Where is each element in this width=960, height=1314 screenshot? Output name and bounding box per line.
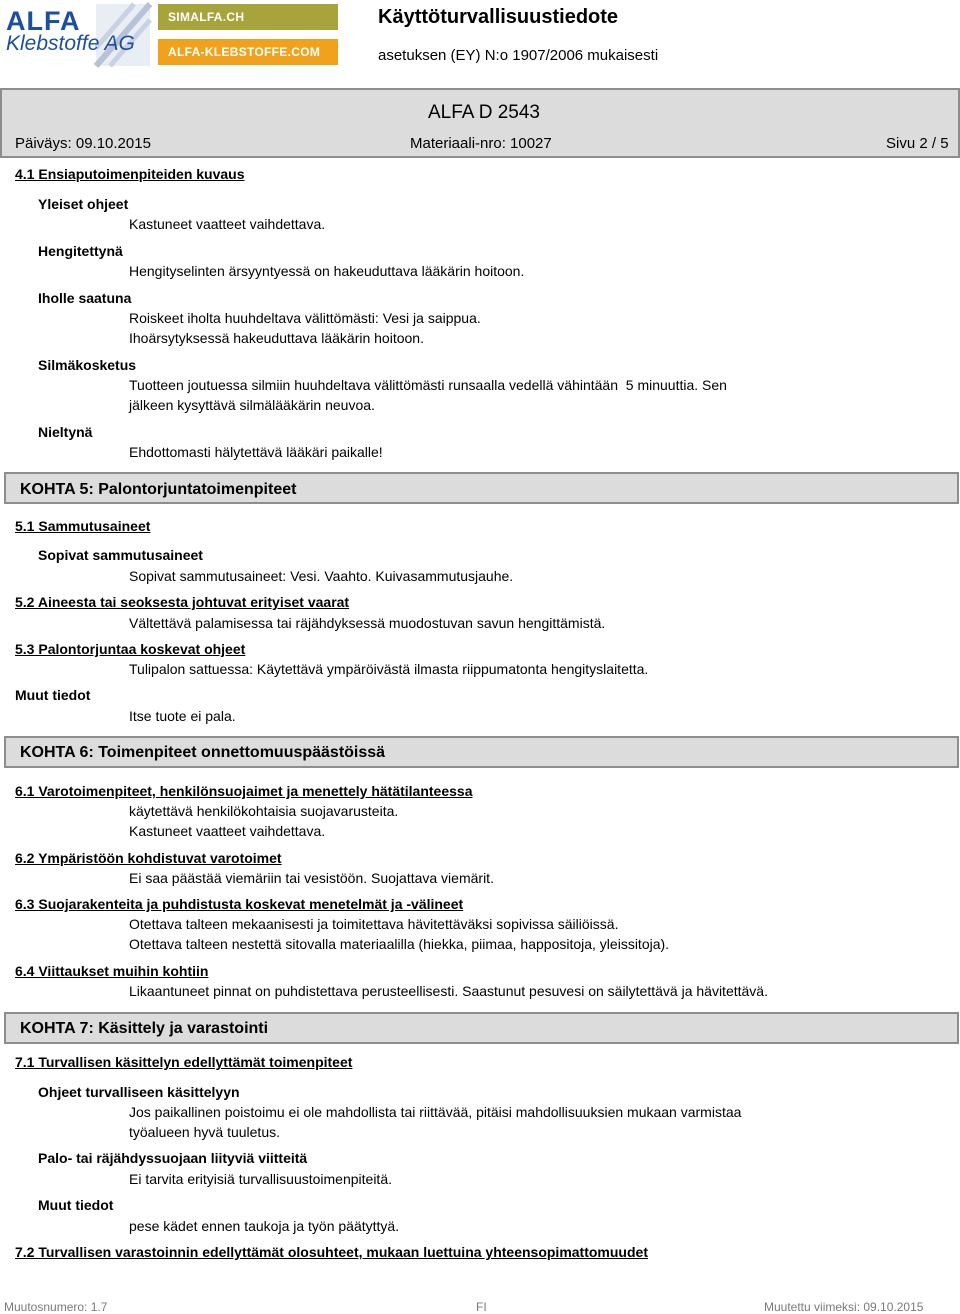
eye-contact-label: Silmäkosketus [38,357,137,373]
document-title: Käyttöturvallisuustiedote [378,6,619,28]
skin-contact-text-2: Ihoärsytyksessä hakeuduttava lääkärin hoitoon. [129,330,424,346]
inhalation-text: Hengityselinten ärsyyntyessä on hakeuduttava lääkärin hoitoon. [129,263,525,279]
page-number: Sivu 2 / 5 [886,135,949,152]
eye-contact-text-2: jälkeen kysyttävä silmälääkärin neuvoa. [129,397,375,413]
product-name: ALFA D 2543 [428,102,540,123]
ingestion-label: Nieltynä [38,424,93,440]
subsection-6-1-heading: 6.1 Varotoimenpiteet, henkilönsuojaimet ja menettely hätätilanteessa [15,783,473,799]
safe-handling-text-2: työalueen hyvä tuuletus. [129,1124,280,1140]
general-advice-text: Kastuneet vaatteet vaihdettava. [129,216,326,232]
footer-revision: Muutosnumero: 1.7 [4,1300,108,1314]
subsection-6-4-heading: 6.4 Viittaukset muihin kohtiin [15,963,209,979]
section-5-other-text: Itse tuote ei pala. [129,708,236,724]
skin-contact-label: Iholle saatuna [38,290,132,306]
subsection-5-2-text: Vältettävä palamisessa tai räjähdyksessä muodostuvan savun hengittämistä. [129,615,606,631]
fire-protection-label: Palo- tai räjähdyssuojaan liityviä viitteitä [38,1150,308,1166]
subsection-6-3-text-1: Otettava talteen mekaanisesti ja toimitettava hävitettäväksi sopivissa säiliöissä. [129,916,619,932]
skin-contact-text-1: Roiskeet iholta huuhdeltava välittömästi: Vesi ja saippua. [129,310,481,326]
subsection-7-2-heading: 7.2 Turvallisen varastoinnin edellyttämät olosuhteet, mukaan luettuina yhteensopimattomuudet [15,1244,648,1260]
footer-last-modified: Muutettu viimeksi: 09.10.2015 [764,1300,924,1314]
website-banner-alfa-klebstoffe: ALFA-KLEBSTOFFE.COM [158,39,338,65]
inhalation-label: Hengitettynä [38,243,123,259]
section-7-header [4,1012,959,1044]
subsection-6-1-text-1: käytettävä henkilökohtaisia suojavarusteita. [129,803,399,819]
section-6-title: KOHTA 6: Toimenpiteet onnettomuuspäästöissä [20,744,386,761]
subsection-4-1-heading: 4.1 Ensiaputoimenpiteiden kuvaus [15,166,245,182]
eye-contact-text-1: Tuotteen joutuessa silmiin huuhdeltava välittömästi runsaalla vedellä vähintään 5 minuuttia. Sen [129,377,727,393]
subsection-6-4-text: Likaantuneet pinnat on puhdistettava perusteellisesti. Saastunut pesuvesi on säilytettävä ja hävitettävä. [129,983,768,999]
logo-subwordmark: Klebstoffe AG [6,32,135,55]
subsection-6-1-text-2: Kastuneet vaatteet vaihdettava. [129,823,326,839]
safe-handling-label: Ohjeet turvalliseen käsittelyyn [38,1084,240,1100]
document-subtitle: asetuksen (EY) N:o 1907/2006 mukaisesti [378,47,659,64]
logo-wordmark: ALFA [6,6,81,36]
document-date: Päiväys: 09.10.2015 [15,135,151,152]
section-5-header [4,472,959,504]
suitable-media-text: Sopivat sammutusaineet: Vesi. Vaahto. Kuivasammutusjauhe. [129,568,514,584]
safe-handling-text-1: Jos paikallinen poistoimu ei ole mahdollista tai riittävää, pitäisi mahdollisuuksien mukaan varmistaa [129,1104,742,1120]
section-5-title: KOHTA 5: Palontorjuntatoimenpiteet [20,481,297,498]
subsection-5-2-heading: 5.2 Aineesta tai seoksesta johtuvat erityiset vaarat [15,594,350,610]
material-number: Materiaali-nro: 10027 [410,135,552,152]
subsection-7-1-heading: 7.1 Turvallisen käsittelyn edellyttämät toimenpiteet [15,1054,353,1070]
general-advice-label: Yleiset ohjeet [38,196,129,212]
fire-protection-text: Ei tarvita erityisiä turvallisuustoimenpiteitä. [129,1171,392,1187]
section-7-other-text: pese kädet ennen taukoja ja työn päätyttyä. [129,1218,400,1234]
footer-language: FI [476,1300,487,1314]
subsection-6-3-text-2: Otettava talteen nestettä sitovalla materiaalilla (hiekka, piimaa, happositoja, yleissitoja). [129,936,670,952]
subsection-5-3-heading: 5.3 Palontorjuntaa koskevat ohjeet [15,641,246,657]
section-6-header [4,736,959,768]
subsection-6-2-text: Ei saa päästää viemäriin tai vesistöön. Suojattava viemärit. [129,870,494,886]
suitable-media-label: Sopivat sammutusaineet [38,547,203,563]
section-7-title: KOHTA 7: Käsittely ja varastointi [20,1020,269,1037]
subsection-5-1-heading: 5.1 Sammutusaineet [15,518,151,534]
subsection-6-3-heading: 6.3 Suojarakenteita ja puhdistusta koskevat menetelmät ja -välineet [15,896,464,912]
ingestion-text: Ehdottomasti hälytettävä lääkäri paikalle! [129,444,383,460]
section-7-other-label: Muut tiedot [38,1197,114,1213]
subsection-6-2-heading: 6.2 Ympäristöön kohdistuvat varotoimet [15,850,282,866]
company-logo [4,2,152,68]
section-5-other-label: Muut tiedot [15,687,91,703]
subsection-5-3-text: Tulipalon sattuessa: Käytettävä ympäröivästä ilmasta riippumatonta hengityslaitetta. [129,661,649,677]
website-banner-simalfa: SIMALFA.CH [158,4,338,30]
